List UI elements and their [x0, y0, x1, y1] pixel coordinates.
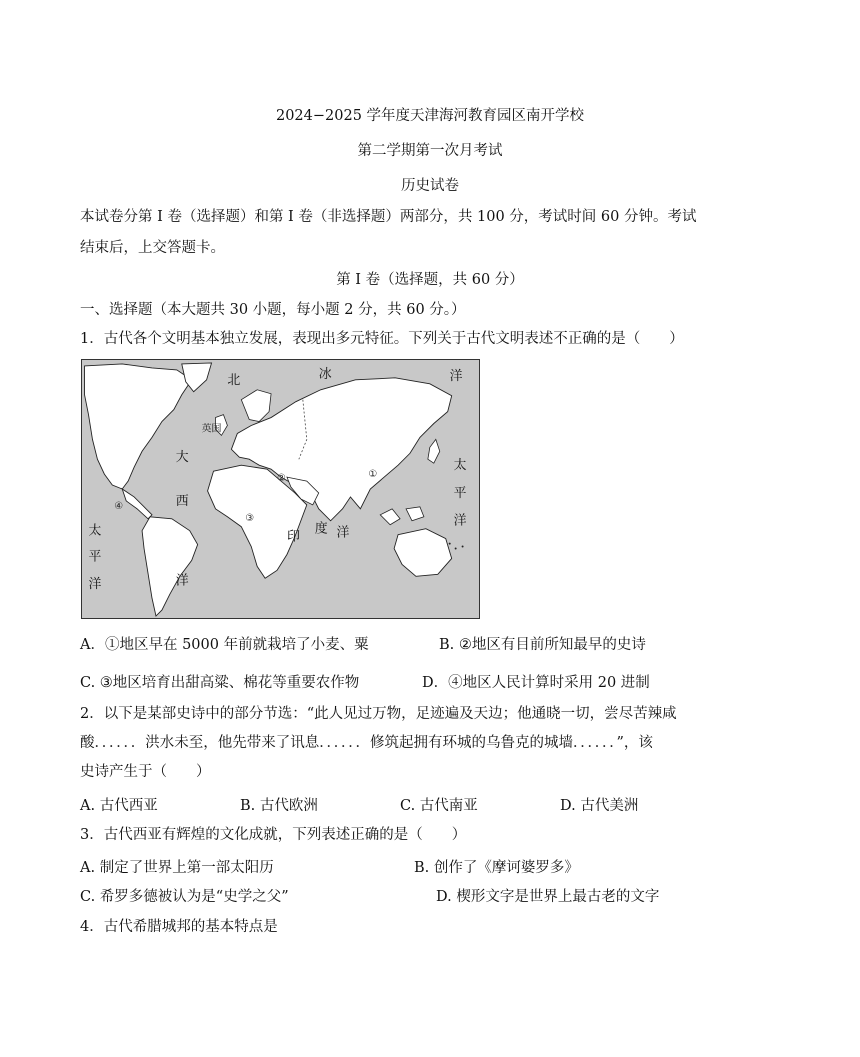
map-marker-3: ③: [245, 512, 255, 524]
map-label-ping-east: 平: [453, 485, 467, 501]
question-2-option-d[interactable]: D. 古代美洲: [560, 798, 639, 814]
map-label-bei: 北: [227, 372, 241, 388]
map-label-britain: 英国: [201, 423, 222, 435]
map-marker-1: ①: [368, 469, 378, 481]
question-3-option-c[interactable]: C. 希罗多德被认为是“史学之父”: [80, 889, 289, 905]
section-instruction: 一、选择题（本大题共 30 小题，每小题 2 分，共 60 分。）: [80, 302, 466, 318]
map-label-da: 大: [175, 450, 189, 466]
question-2-stem-line-3: 史诗产生于（ ）: [80, 764, 211, 780]
map-marker-2: ②: [277, 473, 286, 485]
question-2-stem-line-2: 酸．．．．．．洪水未至，他先带来了讯息．．．．．．修筑起拥有环城的乌鲁克的城墙．．．．．．”，该: [80, 735, 653, 751]
question-3-option-b[interactable]: B. 创作了《摩诃婆罗多》: [414, 860, 579, 876]
map-label-bing: 冰: [318, 366, 332, 382]
question-3-stem: 3．古代西亚有辉煌的文化成就，下列表述正确的是（ ）: [80, 827, 467, 843]
map-marker-4: ④: [114, 500, 124, 512]
map-label-yang-atlantic: 洋: [175, 573, 189, 589]
map-label-yang-indian: 洋: [336, 525, 350, 541]
question-1-option-a[interactable]: A．①地区早在 5000 年前就栽培了小麦、粟: [80, 637, 369, 653]
map-label-tai-east: 太: [453, 458, 467, 474]
map-label-tai-west: 太: [88, 523, 102, 539]
question-2-stem-line-1: 2．以下是某部史诗中的部分节选：“此人见过万物，足迹遍及天边；他通晓一切，尝尽苦辣咸: [80, 706, 677, 722]
world-map-figure: [81, 359, 480, 619]
question-3-option-a[interactable]: A. 制定了世界上第一部太阳历: [80, 860, 274, 876]
intro-line-2: 结束后，上交答题卡。: [80, 240, 225, 256]
section-title: 第 I 卷（选择题，共 60 分）: [336, 272, 524, 288]
question-1-stem: 1．古代各个文明基本独立发展，表现出多元特征。下列关于古代文明表述不正确的是（ ）: [80, 331, 684, 347]
map-label-du: 度: [314, 521, 328, 537]
question-2-option-b[interactable]: B. 古代欧洲: [240, 798, 318, 814]
question-2-option-a[interactable]: A. 古代西亚: [80, 798, 158, 814]
question-1-option-b[interactable]: B. ②地区有目前所知最早的史诗: [439, 637, 646, 653]
map-label-yang-west: 洋: [88, 577, 102, 593]
subject-title: 历史试卷: [401, 178, 459, 194]
map-label-ping-west: 平: [88, 549, 102, 565]
intro-line-1: 本试卷分第 I 卷（选择题）和第 I 卷（非选择题）两部分，共 100 分，考试时间 60 分钟。考试: [80, 209, 697, 225]
question-2-option-c[interactable]: C. 古代南亚: [400, 798, 478, 814]
map-label-xi: 西: [175, 493, 189, 509]
question-1-option-d[interactable]: D．④地区人民计算时采用 20 进制: [422, 675, 650, 691]
exam-title: 第二学期第一次月考试: [357, 143, 503, 159]
map-label-yang-east: 洋: [453, 513, 467, 529]
question-4-stem: 4．古代希腊城邦的基本特点是: [80, 919, 278, 935]
map-label-yin: 印: [286, 529, 300, 545]
map-label-yang-arctic: 洋: [449, 368, 463, 384]
question-3-option-d[interactable]: D. 楔形文字是世界上最古老的文字: [436, 889, 660, 905]
school-title: 2024−2025 学年度天津海河教育园区南开学校: [275, 108, 585, 124]
question-1-option-c[interactable]: C. ③地区培育出甜高粱、棉花等重要农作物: [80, 675, 360, 691]
